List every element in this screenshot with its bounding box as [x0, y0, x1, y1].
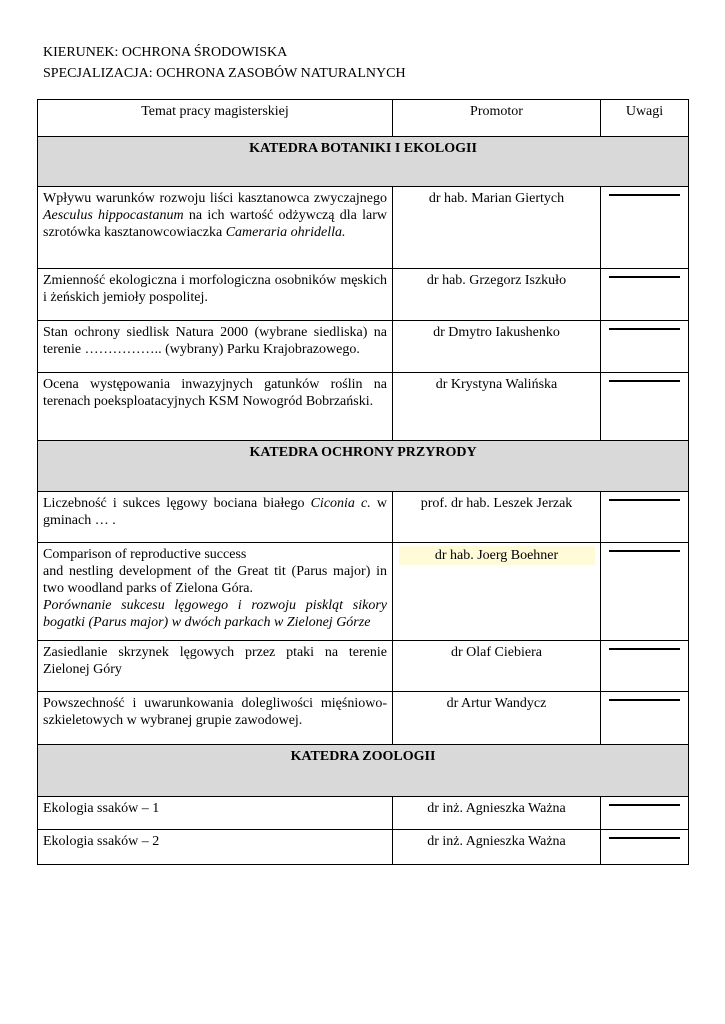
topic-text: w gminach … . [43, 496, 387, 528]
topic-english-line: Comparison of reproductive success [43, 547, 247, 562]
department-name: KATEDRA ZOOLOGII [38, 745, 689, 797]
promotor-cell [393, 543, 601, 641]
topic-text: Liczebność i sukces lęgowy bociana białego [43, 496, 311, 511]
topic-cell: Ekologia ssaków – 1 [38, 797, 393, 830]
notes-box [609, 380, 680, 382]
notes-cell [601, 269, 689, 321]
topic-cell [38, 187, 393, 269]
column-header-topic: Temat pracy magisterskiej [38, 100, 393, 137]
notes-cell [601, 692, 689, 745]
table-row [38, 321, 689, 373]
notes-box [609, 328, 680, 330]
notes-box [609, 699, 680, 701]
table-row [38, 543, 689, 641]
department-name: KATEDRA BOTANIKI I EKOLOGII [38, 137, 689, 187]
column-header-promotor: Promotor [393, 100, 601, 137]
notes-box [609, 648, 680, 650]
specialization: SPECJALIZACJA: OCHRONA ZASOBÓW NATURALNYCH [43, 66, 406, 81]
table-row [38, 269, 689, 321]
topic-latin-name: Ciconia c. [310, 496, 371, 511]
table-row [38, 373, 689, 441]
thesis-topics-table [37, 99, 689, 865]
topic-polish-translation: Porównanie sukcesu lęgowego i rozwoju piskląt sikory bogatki (Parus major) w dwóch parkach w Zielonej Górze [43, 598, 387, 630]
department-name: KATEDRA OCHRONY PRZYRODY [38, 441, 689, 492]
promotor-cell: dr inż. Agnieszka Ważna [393, 830, 601, 865]
topic-cell: Zasiedlanie skrzynek lęgowych przez ptaki na terenie Zielonej Góry [38, 641, 393, 692]
topic-cell: Powszechność i uwarunkowania dolegliwości mięśniowo-szkieletowych w wybranej grupie zawodowej. [38, 692, 393, 745]
notes-box [609, 804, 680, 806]
promotor-cell: dr Olaf Ciebiera [393, 641, 601, 692]
notes-cell [601, 797, 689, 830]
table-row [38, 641, 689, 692]
promotor-cell: dr Krystyna Walińska [393, 373, 601, 441]
table-row [38, 492, 689, 543]
notes-cell [601, 373, 689, 441]
topic-latin-name: Cameraria ohridella. [225, 225, 346, 240]
promotor-cell: dr Artur Wandycz [393, 692, 601, 745]
notes-box [609, 550, 680, 552]
highlighted-promotor: dr hab. Joerg Boehner [399, 546, 595, 565]
notes-box [609, 837, 680, 839]
notes-cell [601, 187, 689, 269]
table-row [38, 692, 689, 745]
notes-cell [601, 641, 689, 692]
topic-cell: Ekologia ssaków – 2 [38, 830, 393, 865]
notes-cell [601, 543, 689, 641]
notes-cell [601, 321, 689, 373]
notes-box [609, 276, 680, 278]
topic-cell [38, 543, 393, 641]
department-row [38, 137, 689, 187]
notes-cell [601, 830, 689, 865]
topic-cell [38, 492, 393, 543]
topic-cell: Ocena występowania inwazyjnych gatunków roślin na terenach poeksploatacyjnych KSM Nowogród Bobrzański. [38, 373, 393, 441]
column-header-notes: Uwagi [601, 100, 689, 137]
department-row [38, 441, 689, 492]
notes-cell [601, 492, 689, 543]
topic-text: na ich wartość odżywczą dla larw szrotówka kasztanowcowiaczka [43, 208, 387, 240]
department-row [38, 745, 689, 797]
table-row [38, 797, 689, 830]
promotor-cell: dr hab. Grzegorz Iszkuło [393, 269, 601, 321]
field-of-study: KIERUNEK: OCHRONA ŚRODOWISKA [43, 45, 288, 60]
promotor-cell: dr Dmytro Iakushenko [393, 321, 601, 373]
notes-box [609, 194, 680, 196]
table-row [38, 830, 689, 865]
topic-text: Wpływu warunków rozwoju liści kasztanowca zwyczajnego [43, 191, 387, 206]
promotor-cell: prof. dr hab. Leszek Jerzak [393, 492, 601, 543]
promotor-cell: dr hab. Marian Giertych [393, 187, 601, 269]
topic-english-line: and nestling development of the Great tit (Parus major) in two woodland parks of Zielona Góra. [43, 564, 387, 596]
table-header-row [38, 100, 689, 137]
topic-cell: Zmienność ekologiczna i morfologiczna osobników męskich i żeńskich jemioły pospolitej. [38, 269, 393, 321]
notes-box [609, 499, 680, 501]
table-row [38, 187, 689, 269]
topic-latin-name: Aesculus hippocastanum [43, 208, 184, 223]
promotor-cell: dr inż. Agnieszka Ważna [393, 797, 601, 830]
topic-cell: Stan ochrony siedlisk Natura 2000 (wybrane siedliska) na terenie …………….. (wybrany) Parku Krajobrazowego. [38, 321, 393, 373]
document-header [43, 42, 406, 84]
